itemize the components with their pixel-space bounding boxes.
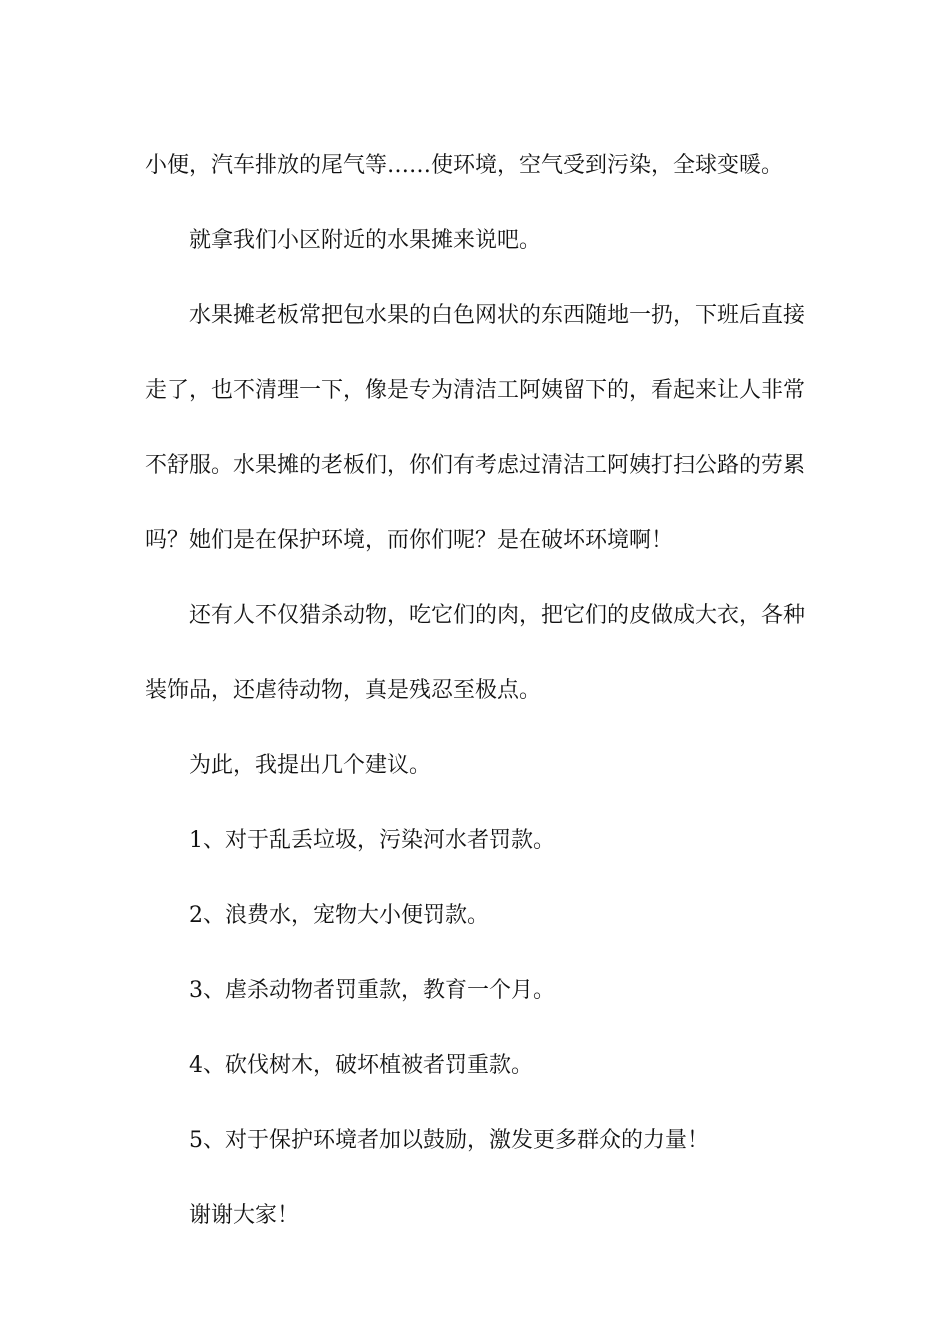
suggestion-item-4: 4、砍伐树木，破坏植被者罚重款。 — [189, 1053, 533, 1078]
paragraph-suggestions-intro: 为此，我提出几个建议。 — [189, 753, 432, 778]
paragraph-animal-cruelty: 还有人不仅猎杀动物，吃它们的肉，把它们的皮做成大衣，各种装饰品，还虐待动物，真是残忍至极点。 — [145, 603, 806, 703]
paragraph-continuation: 小便，汽车排放的尾气等……使环境，空气受到污染，全球变暖。 — [145, 153, 784, 178]
closing-line: 谢谢大家！ — [189, 1203, 300, 1228]
paragraph-fruit-stall-complaint: 水果摊老板常把包水果的白色网状的东西随地一扔，下班后直接走了，也不清理一下，像是专为清洁工阿姨留下的，看起来让人非常不舒服。水果摊的老板们，你们有考虑过清洁工阿姨打扫公路的劳累吗？她们是在保护环境，而你们呢？是在破坏环境啊！ — [145, 303, 806, 553]
document-body — [145, 128, 807, 1253]
suggestion-item-2: 2、浪费水，宠物大小便罚款。 — [189, 903, 489, 928]
suggestion-item-5: 5、对于保护环境者加以鼓励，激发更多群众的力量！ — [189, 1128, 709, 1153]
suggestion-item-1: 1、对于乱丢垃圾，污染河水者罚款。 — [189, 828, 555, 853]
suggestion-item-3: 3、虐杀动物者罚重款，教育一个月。 — [189, 978, 555, 1003]
paragraph-fruit-stall-intro: 就拿我们小区附近的水果摊来说吧。 — [189, 228, 542, 253]
